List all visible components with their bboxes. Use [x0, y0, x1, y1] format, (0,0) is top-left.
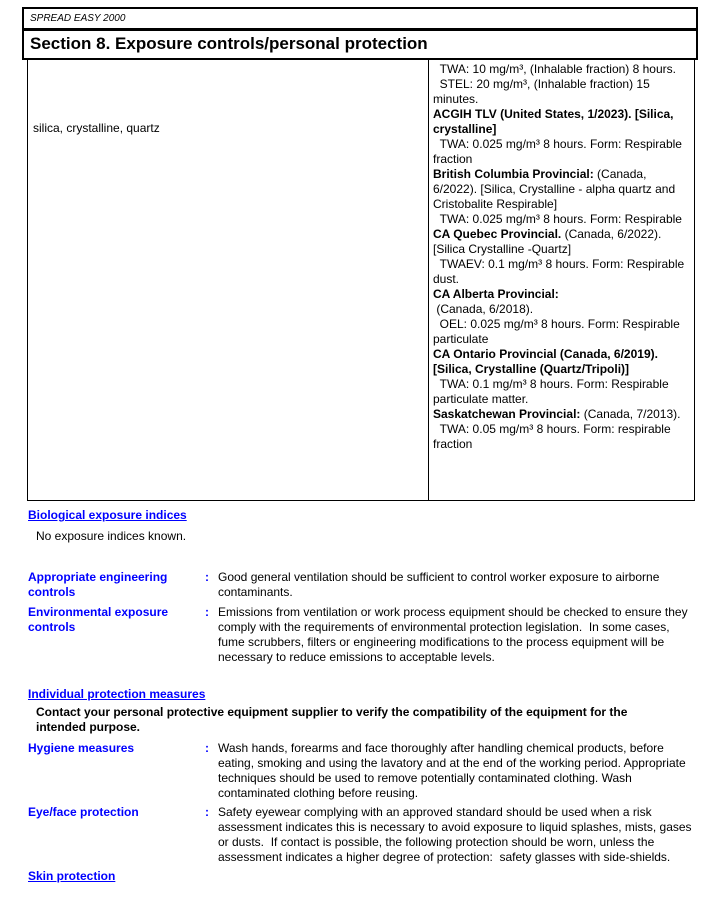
section-title: Section 8. Exposure controls/personal protection	[30, 34, 428, 53]
limit-entry: Saskatchewan Provincial: (Canada, 7/2013).	[433, 407, 681, 421]
ingredient-cell	[28, 60, 429, 500]
row-environmental-exposure-controls	[28, 605, 698, 665]
row-text: Wash hands, forearms and face thoroughly after handling chemical products, before eating, smoking and using the lavatory and at the end of the working period. Appropriate techniques should be used to remove potentially contaminated clothing. Wash contaminated clothing before reusing.	[218, 741, 689, 800]
ingredient-name: silica, crystalline, quartz	[33, 121, 160, 135]
row-text: Good general ventilation should be sufficient to control worker exposure to airborne contaminants.	[218, 570, 663, 599]
row-label: Appropriate engineering controls	[28, 570, 168, 599]
colon-separator: :	[205, 570, 209, 584]
individual-protection-rows	[22, 741, 698, 865]
row-eye-face-protection	[28, 805, 698, 865]
biological-exposure-indices-link[interactable]: Biological exposure indices	[28, 508, 187, 522]
limit-entry: TWAEV: 0.1 mg/m³ 8 hours. Form: Respirable dust.	[433, 257, 688, 286]
row-hygiene-measures	[28, 741, 698, 801]
biological-exposure-indices-section	[28, 508, 698, 523]
page-header-frame	[22, 7, 698, 60]
row-text: Safety eyewear complying with an approved standard should be used when a risk assessment indicates this is necessary to avoid exposure to liquid splashes, mists, gases or dusts. If contact is possible, the following protection should be worn, unless the assessment indicates a higher degree of protection: safety glasses with side-shields.	[218, 805, 695, 864]
limit-entry: TWA: 10 mg/m³, (Inhalable fraction) 8 hours.	[433, 62, 676, 76]
limit-entry: CA Alberta Provincial:	[433, 287, 559, 301]
row-label: Environmental exposure controls	[28, 605, 169, 634]
skin-protection-link[interactable]: Skin protection	[28, 869, 116, 883]
individual-protection-measures-link[interactable]: Individual protection measures	[28, 687, 206, 701]
colon-separator: :	[205, 605, 209, 619]
limit-entry: ACGIH TLV (United States, 1/2023). [Silica, crystalline]	[433, 107, 677, 136]
colon-separator: :	[205, 805, 209, 819]
exposure-limits-cell	[429, 60, 694, 500]
biological-exposure-note: No exposure indices known.	[36, 529, 187, 543]
colon-separator: :	[205, 741, 209, 755]
exposure-limits-table	[27, 60, 695, 501]
limit-entry: STEL: 20 mg/m³, (Inhalable fraction) 15 minutes.	[433, 77, 654, 106]
limit-entry: OEL: 0.025 mg/m³ 8 hours. Form: Respirable particulate	[433, 317, 684, 346]
limit-entry: TWA: 0.05 mg/m³ 8 hours. Form: respirable fraction	[433, 422, 674, 451]
row-text: Emissions from ventilation or work process equipment should be checked to ensure they comply with the requirements of environmental protection legislation. In some cases, fume scrubbers, filters or engineering modifications to the process equipment will be necessary to reduce emissions to acceptable levels.	[218, 605, 691, 664]
row-label: Eye/face protection	[28, 805, 139, 819]
row-label: Hygiene measures	[28, 741, 135, 755]
limit-entry: TWA: 0.1 mg/m³ 8 hours. Form: Respirable particulate matter.	[433, 377, 672, 406]
individual-protection-measures-section	[28, 687, 698, 702]
supplier-compatibility-note: Contact your personal protective equipment supplier to verify the compatibility of the equipment for the intended purpose.	[36, 705, 628, 734]
limit-entry: (Canada, 6/2018).	[433, 302, 534, 316]
limit-entry: CA Ontario Provincial (Canada, 6/2019). [Silica, Crystalline (Quartz/Tripoli)]	[433, 347, 662, 376]
limit-entry: CA Quebec Provincial. (Canada, 6/2022). [Silica Crystalline -Quartz]	[433, 227, 665, 256]
row-appropriate-engineering-controls	[28, 570, 698, 600]
limit-entry: TWA: 0.025 mg/m³ 8 hours. Form: Respirable	[433, 212, 682, 226]
limit-entry: British Columbia Provincial: (Canada, 6/2022). [Silica, Crystalline - alpha quartz and Cristobalite Respirable]	[433, 167, 679, 211]
controls-rows	[22, 570, 698, 665]
skin-protection-section	[28, 869, 698, 884]
product-name: SPREAD EASY 2000	[24, 9, 696, 31]
limit-entry: TWA: 0.025 mg/m³ 8 hours. Form: Respirable fraction	[433, 137, 686, 166]
